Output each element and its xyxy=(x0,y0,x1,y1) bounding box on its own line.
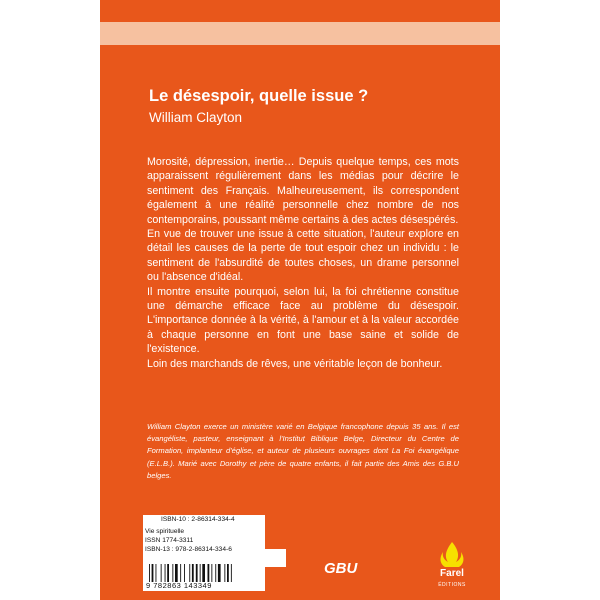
isbn10-text: ISBN-10 : 2-86314-334-4 xyxy=(161,516,235,523)
author-bio: William Clayton exerce un ministère varié en Belgique francophone depuis 35 ans. Il est évangéliste, pasteur, enseignant à l'Institut Biblique Belge, Directeur du Centre de Formation, implanteur d'église, et auteur de plusieurs ouvrages dont La Foi évangélique (E.L.B.). Marié avec Dorothy et père de quatre enfants, il fait partie des Amis des G.B.U belges. xyxy=(147,422,459,480)
gbu-logo: GBU xyxy=(324,560,358,577)
blurb-paragraph: En vue de trouver une issue à cette situation, l'auteur explore en détail les causes de la perte de tout espoir chez un individu : le sentiment de l'absurdité de toutes choses, un drame personnel ou l'absence d'idéal. xyxy=(147,228,459,284)
isbn13-text: ISBN-13 : 978-2-86314-334-6 xyxy=(145,546,232,553)
collection-text: Vie spirituelle xyxy=(145,528,185,535)
barcode-icon xyxy=(149,564,257,582)
price-tag-box xyxy=(265,549,286,567)
barcode-digits: 9 782863 143349 xyxy=(146,581,212,590)
barcode-box xyxy=(143,515,265,591)
blurb-text xyxy=(147,155,459,371)
back-cover xyxy=(100,0,500,600)
issn-text: ISSN 1774-3311 xyxy=(145,537,194,544)
blurb-paragraph: Loin des marchands de rêves, une véritable leçon de bonheur. xyxy=(147,357,443,370)
top-band xyxy=(100,22,500,45)
publisher-name: Farel xyxy=(440,568,464,579)
publisher-subtitle: ÉDITIONS xyxy=(438,582,466,588)
book-author: William Clayton xyxy=(149,110,243,125)
blurb-paragraph: Il montre ensuite pourquoi, selon lui, la foi chrétienne constitue une démarche efficace face au problème du désespoir. L'importance donnée à la vérité, à l'amour et à la valeur accordée à chaque personne en font une base saine et solide de l'existence. xyxy=(147,285,459,356)
book-title: Le désespoir, quelle issue ? xyxy=(149,87,369,105)
blurb-paragraph: Morosité, dépression, inertie… Depuis quelque temps, ces mots apparaissent régulièrement dans les médias pour décrire le sentiment des Français. Malheureusement, ils correspondent également à une réalité personnelle chez nombre de nos contemporains, poussant même certains à des actes désespérés. xyxy=(147,156,459,226)
